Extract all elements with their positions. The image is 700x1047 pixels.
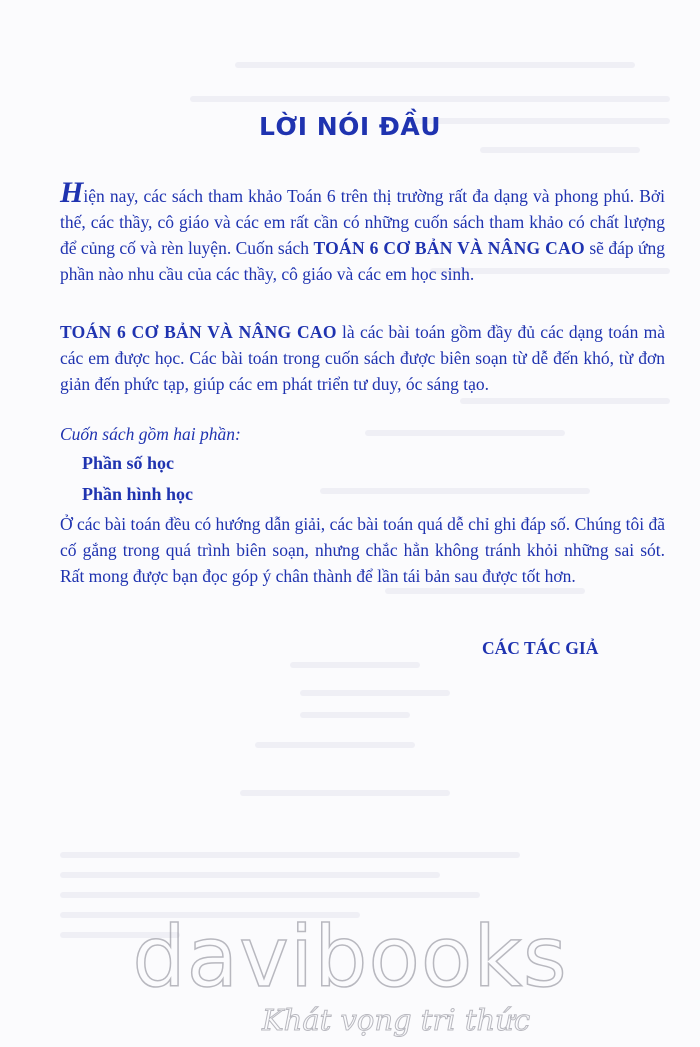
part-arithmetic: Phần số học [82,453,175,473]
closing-text: Ở các bài toán đều có hướng dẫn giải, các bài toán quá dễ chỉ ghi đáp số. Chúng tôi đã cố gắng trong quá trình biên soạn, nhưng chắc hẳn không tránh khỏi những sai sót. Rất mong được bạn đọc góp ý chân thành để lần tái bản sau được tốt hơn. [60,514,665,586]
parts-intro-text: Cuốn sách gồm hai phần: [60,424,241,444]
book-title-lead: TOÁN 6 CƠ BẢN VÀ NÂNG CAO [60,322,337,342]
closing-paragraph [60,511,665,589]
watermark-logo: davibooks [132,908,568,1006]
watermark-tagline: Khát vọng tri thức [262,1003,531,1037]
intro-text-end: sẽ đáp ứng phần nào nhu cầu của các thầy, cô giáo và các em học sinh. [60,238,665,284]
content-paragraph [60,319,665,397]
content-text: là các bài toán gồm đầy đủ các dạng toán mà các em được học. Các bài toán trong cuốn sách được biên soạn từ dễ đến khó, từ đơn giản đến phức tạp, giúp các em phát triển tư duy, óc sáng tạo. [60,322,665,394]
intro-paragraph [60,176,665,287]
intro-text-start: iện nay, các sách tham khảo Toán 6 trên thị trường rất đa dạng và phong phú. Bởi thế, các thầy, cô giáo và các em rất cần có những cuốn sách tham khảo có chất lượng để củng cố và rèn luyện. Cuốn sách [60,186,665,258]
part-geometry: Phần hình học [82,484,194,504]
author-signature: CÁC TÁC GIẢ [482,638,599,658]
book-title-inline: TOÁN 6 CƠ BẢN VÀ NÂNG CAO [313,238,585,258]
page-title: LỜI NÓI ĐẦU [258,112,442,141]
parts-intro [60,421,665,447]
drop-cap: H [60,176,84,209]
